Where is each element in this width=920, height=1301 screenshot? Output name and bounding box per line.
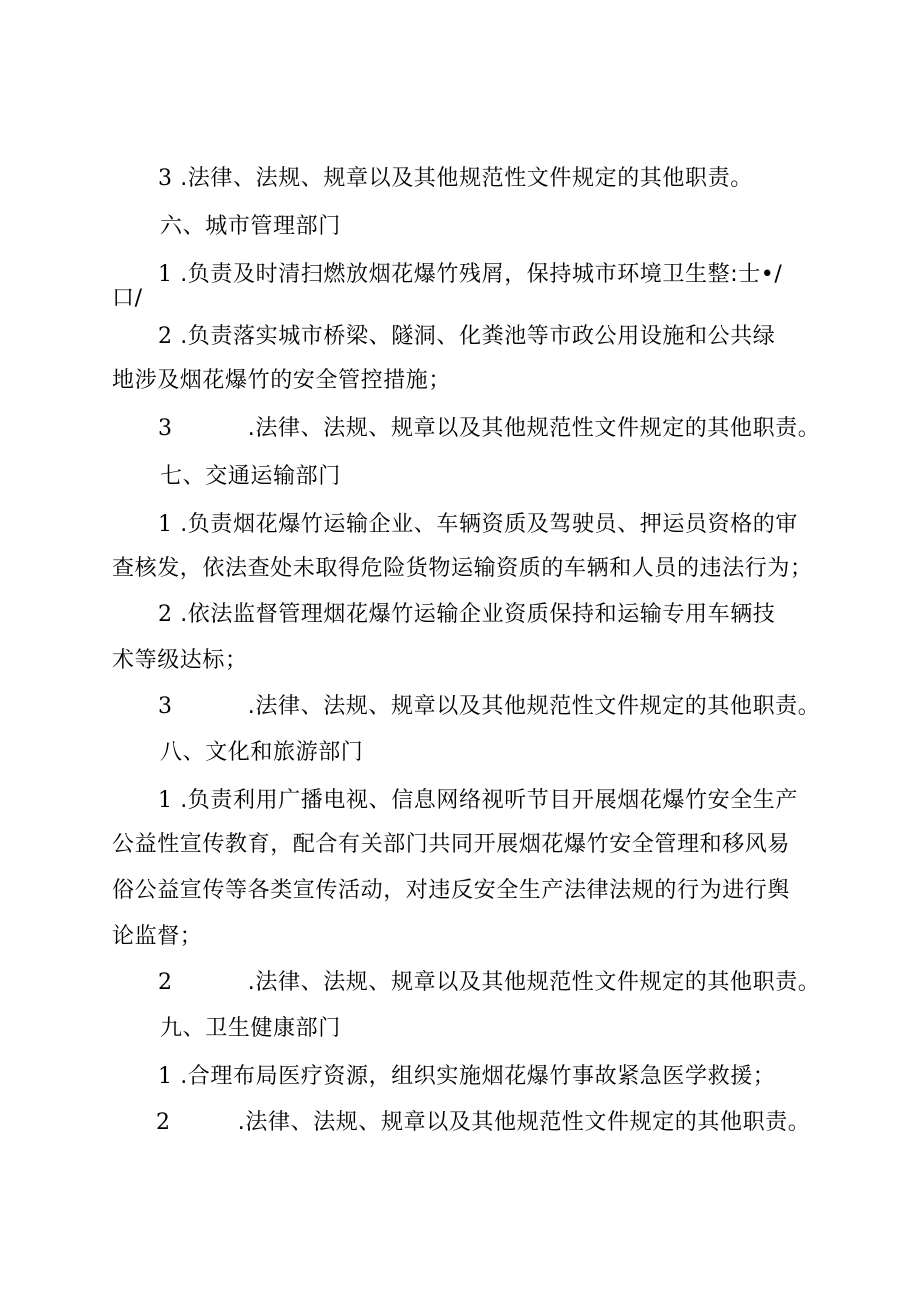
paragraph-item-3 [158, 692, 820, 722]
paragraph-continuation: 公益性宣传教育，配合有关部门共同开展烟花爆竹安全管理和移风易 [112, 832, 791, 857]
item-text: .负责烟花爆竹运输企业、车辆资质及驾驶员、押运员资格的审 [180, 512, 798, 537]
paragraph-item-2 [158, 968, 820, 998]
paragraph-continuation: 论监督； [112, 924, 203, 949]
paragraph-item-1 [158, 1062, 775, 1092]
item-text: .负责及时清扫燃放烟花爆竹残屑，保持城市环境卫生整:士•/ [180, 262, 783, 287]
item-text: .法律、法规、规章以及其他规范性文件规定的其他职责。 [247, 416, 821, 441]
item-number: 1 [158, 1064, 173, 1089]
item-text: .法律、法规、规章以及其他规范性文件规定的其他职责。 [180, 166, 753, 191]
paragraph-continuation: 俗公益宣传等各类宣传活动，对违反安全生产法律法规的行为进行舆 [112, 878, 791, 903]
paragraph-continuation: 术等级达标； [112, 648, 248, 673]
item-number: 2 [158, 324, 173, 349]
item-number: 2 [158, 602, 173, 627]
item-text: .法律、法规、规章以及其他规范性文件规定的其他职责。 [237, 1110, 811, 1135]
item-number: 1 [158, 512, 173, 537]
section-heading-9: 九、卫生健康部门 [160, 1016, 341, 1041]
paragraph-continuation: 地涉及烟花爆竹的安全管控措施； [112, 368, 452, 393]
item-text: .法律、法规、规章以及其他规范性文件规定的其他职责。 [247, 970, 821, 995]
paragraph-item-1 [158, 786, 798, 816]
paragraph-item-1 [158, 260, 782, 290]
item-text: .依法监督管理烟花爆竹运输企业资质保持和运输专用车辆技 [180, 602, 776, 627]
item-number: 1 [158, 788, 173, 813]
paragraph-item-2 [156, 1108, 810, 1138]
paragraph-item-1 [158, 510, 798, 540]
item-number: 3 [158, 694, 173, 719]
item-number: 2 [156, 1110, 171, 1135]
section-heading-6: 六、城市管理部门 [160, 214, 341, 239]
item-text: .法律、法规、规章以及其他规范性文件规定的其他职责。 [247, 694, 821, 719]
item-number: 3 [158, 416, 173, 441]
section-heading-8: 八、文化和旅游部门 [160, 740, 364, 765]
item-text: .合理布局医疗资源，组织实施烟花爆竹事故紧急医学救援； [180, 1064, 776, 1089]
paragraph-item-3 [158, 164, 753, 194]
item-number: 3 [158, 166, 173, 191]
paragraph-item-2 [158, 322, 775, 352]
paragraph-continuation: 口/ [112, 286, 143, 311]
section-heading-7: 七、交通运输部门 [160, 464, 341, 489]
paragraph-item-2 [158, 600, 775, 630]
item-number: 2 [158, 970, 173, 995]
paragraph-item-3 [158, 414, 820, 444]
item-number: 1 [158, 262, 173, 287]
item-text: .负责利用广播电视、信息网络视听节目开展烟花爆竹安全生产 [180, 788, 798, 813]
paragraph-continuation: 查核发，依法查处未取得危险货物运输资质的车辆和人员的违法行为； [112, 556, 813, 581]
item-text: .负责落实城市桥梁、隧洞、化粪池等市政公用设施和公共绿 [180, 324, 776, 349]
